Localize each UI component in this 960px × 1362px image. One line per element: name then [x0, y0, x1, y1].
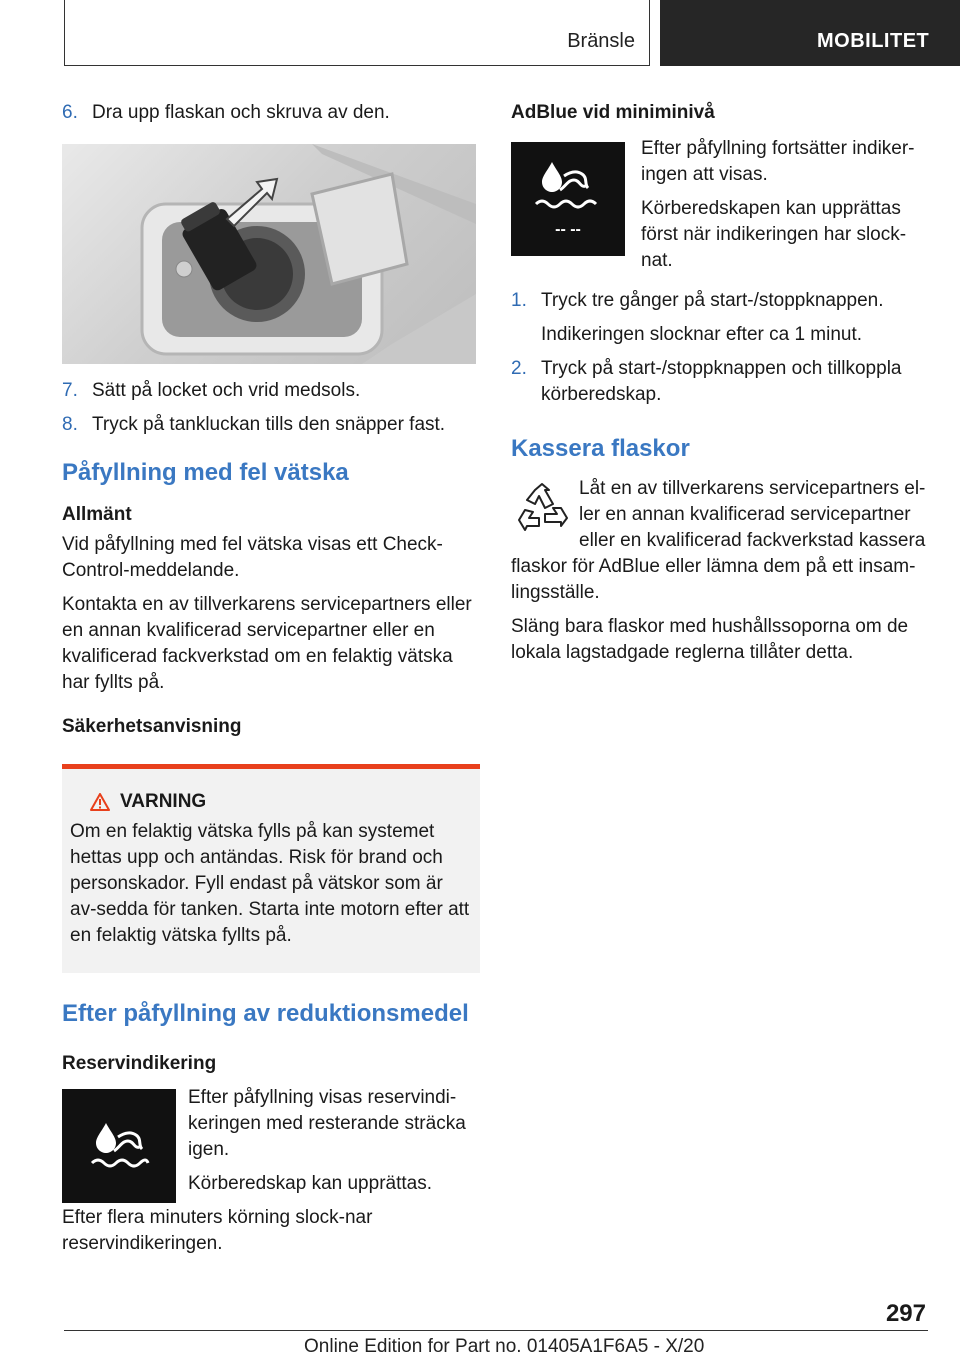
safety-heading: Säkerhetsanvisning [62, 716, 242, 737]
step-text: Tryck på tankluckan tills den snäpper fast. [92, 414, 446, 435]
step-7 [62, 378, 480, 404]
after-refill-heading: Efter påfyllning av reduktionsmedel [62, 1000, 469, 1027]
dispose-heading: Kassera flaskor [511, 435, 690, 462]
fuel-flap-illustration [62, 144, 476, 364]
reserve-block [62, 1085, 480, 1257]
dispose-block [511, 476, 931, 666]
reserve-paragraph-3: Efter flera minuters körning slock-nar reservindikeringen. [62, 1207, 373, 1254]
warning-triangle-icon [90, 793, 110, 811]
wrong-fluid-heading: Påfyllning med fel vätska [62, 459, 349, 486]
warning-text: Om en felaktig vätska fylls på kan systemet hettas upp och antändas. Risk för brand och personskador. Fyll endast på vätskor som är av-sedda för tanken. Starta inte motorn efter att en felaktig vätska fyllts på. [70, 821, 470, 946]
step-1-subtext: Indikeringen slocknar efter ca 1 minut. [541, 324, 863, 345]
step-text: Sätt på locket och vrid medsols. [92, 380, 361, 401]
warning-title: VARNING [120, 791, 207, 812]
min-level-block [511, 136, 931, 274]
footer-edition[interactable]: Online Edition for Part no. 01405A1F6A5 - X/20 [304, 1336, 705, 1357]
icon-dashes: -- -- [555, 221, 581, 238]
adblue-fluid-icon [84, 1111, 154, 1181]
step-number: 1. [511, 290, 527, 311]
adblue-fluid-icon [528, 154, 608, 244]
step-number: 8. [62, 414, 78, 435]
dispose-paragraph-2: Släng bara flaskor med hushållssoporna om de lokala lagstadgade reglerna tillåter detta. [511, 616, 909, 663]
adblue-min-indicator [511, 142, 625, 256]
min-paragraph-2: Körberedskapen kan upprättas först när indikeringen har slock-nat. [641, 198, 907, 271]
reserve-paragraph-2: Körberedskap kan upprättas. [188, 1173, 432, 1194]
step-text: Dra upp flaskan och skruva av den. [92, 102, 390, 123]
reserve-paragraph-1: Efter påfyllning visas reservindi-keringen med resterande sträcka igen. [188, 1087, 466, 1160]
dispose-paragraph-1: Låt en av tillverkarens servicepartners el-ler en annan kvalificerad servicepartner eller en kvalificerad fackverkstad kassera flaskor för AdBlue eller lämna dem på ett insam-lingsställe. [511, 478, 926, 603]
step-text: Tryck på start-/stoppknappen och tillkoppla körberedskap. [541, 358, 902, 405]
left-column [62, 100, 480, 1257]
footer-divider [64, 1330, 928, 1331]
header-section-box [64, 0, 650, 66]
header-chapter-tab[interactable] [660, 0, 960, 66]
recycle-icon [511, 480, 573, 542]
header-chapter-title: MOBILITET [817, 30, 930, 52]
general-paragraph-2: Kontakta en av tillverkarens servicepartners eller en annan kvalificerad servicepartner eller en kvalificerad fackverkstad om en felaktig vätska har fyllts på. [62, 594, 472, 693]
min-level-heading: AdBlue vid miniminivå [511, 102, 715, 123]
min-paragraph-1: Efter påfyllning fortsätter indiker-ingen att visas. [641, 138, 915, 185]
warning-box [62, 764, 480, 973]
step-2 [511, 356, 931, 408]
step-1 [511, 288, 931, 314]
step-number: 6. [62, 102, 78, 123]
right-column [511, 100, 931, 666]
general-paragraph-1: Vid påfyllning med fel vätska visas ett Check-Control-meddelande. [62, 534, 443, 581]
step-text: Tryck tre gånger på start-/stoppknappen. [541, 290, 884, 311]
step-number: 2. [511, 358, 527, 379]
header-section-title: Bränsle [567, 30, 635, 52]
page-number: 297 [885, 1300, 926, 1327]
fuel-flap-photo [62, 144, 476, 364]
step-6 [62, 100, 480, 126]
step-8 [62, 412, 480, 438]
reserve-heading: Reservindikering [62, 1053, 217, 1074]
warning-title-row [70, 791, 474, 813]
general-heading: Allmänt [62, 504, 132, 525]
step-number: 7. [62, 380, 78, 401]
adblue-reserve-indicator [62, 1089, 176, 1203]
